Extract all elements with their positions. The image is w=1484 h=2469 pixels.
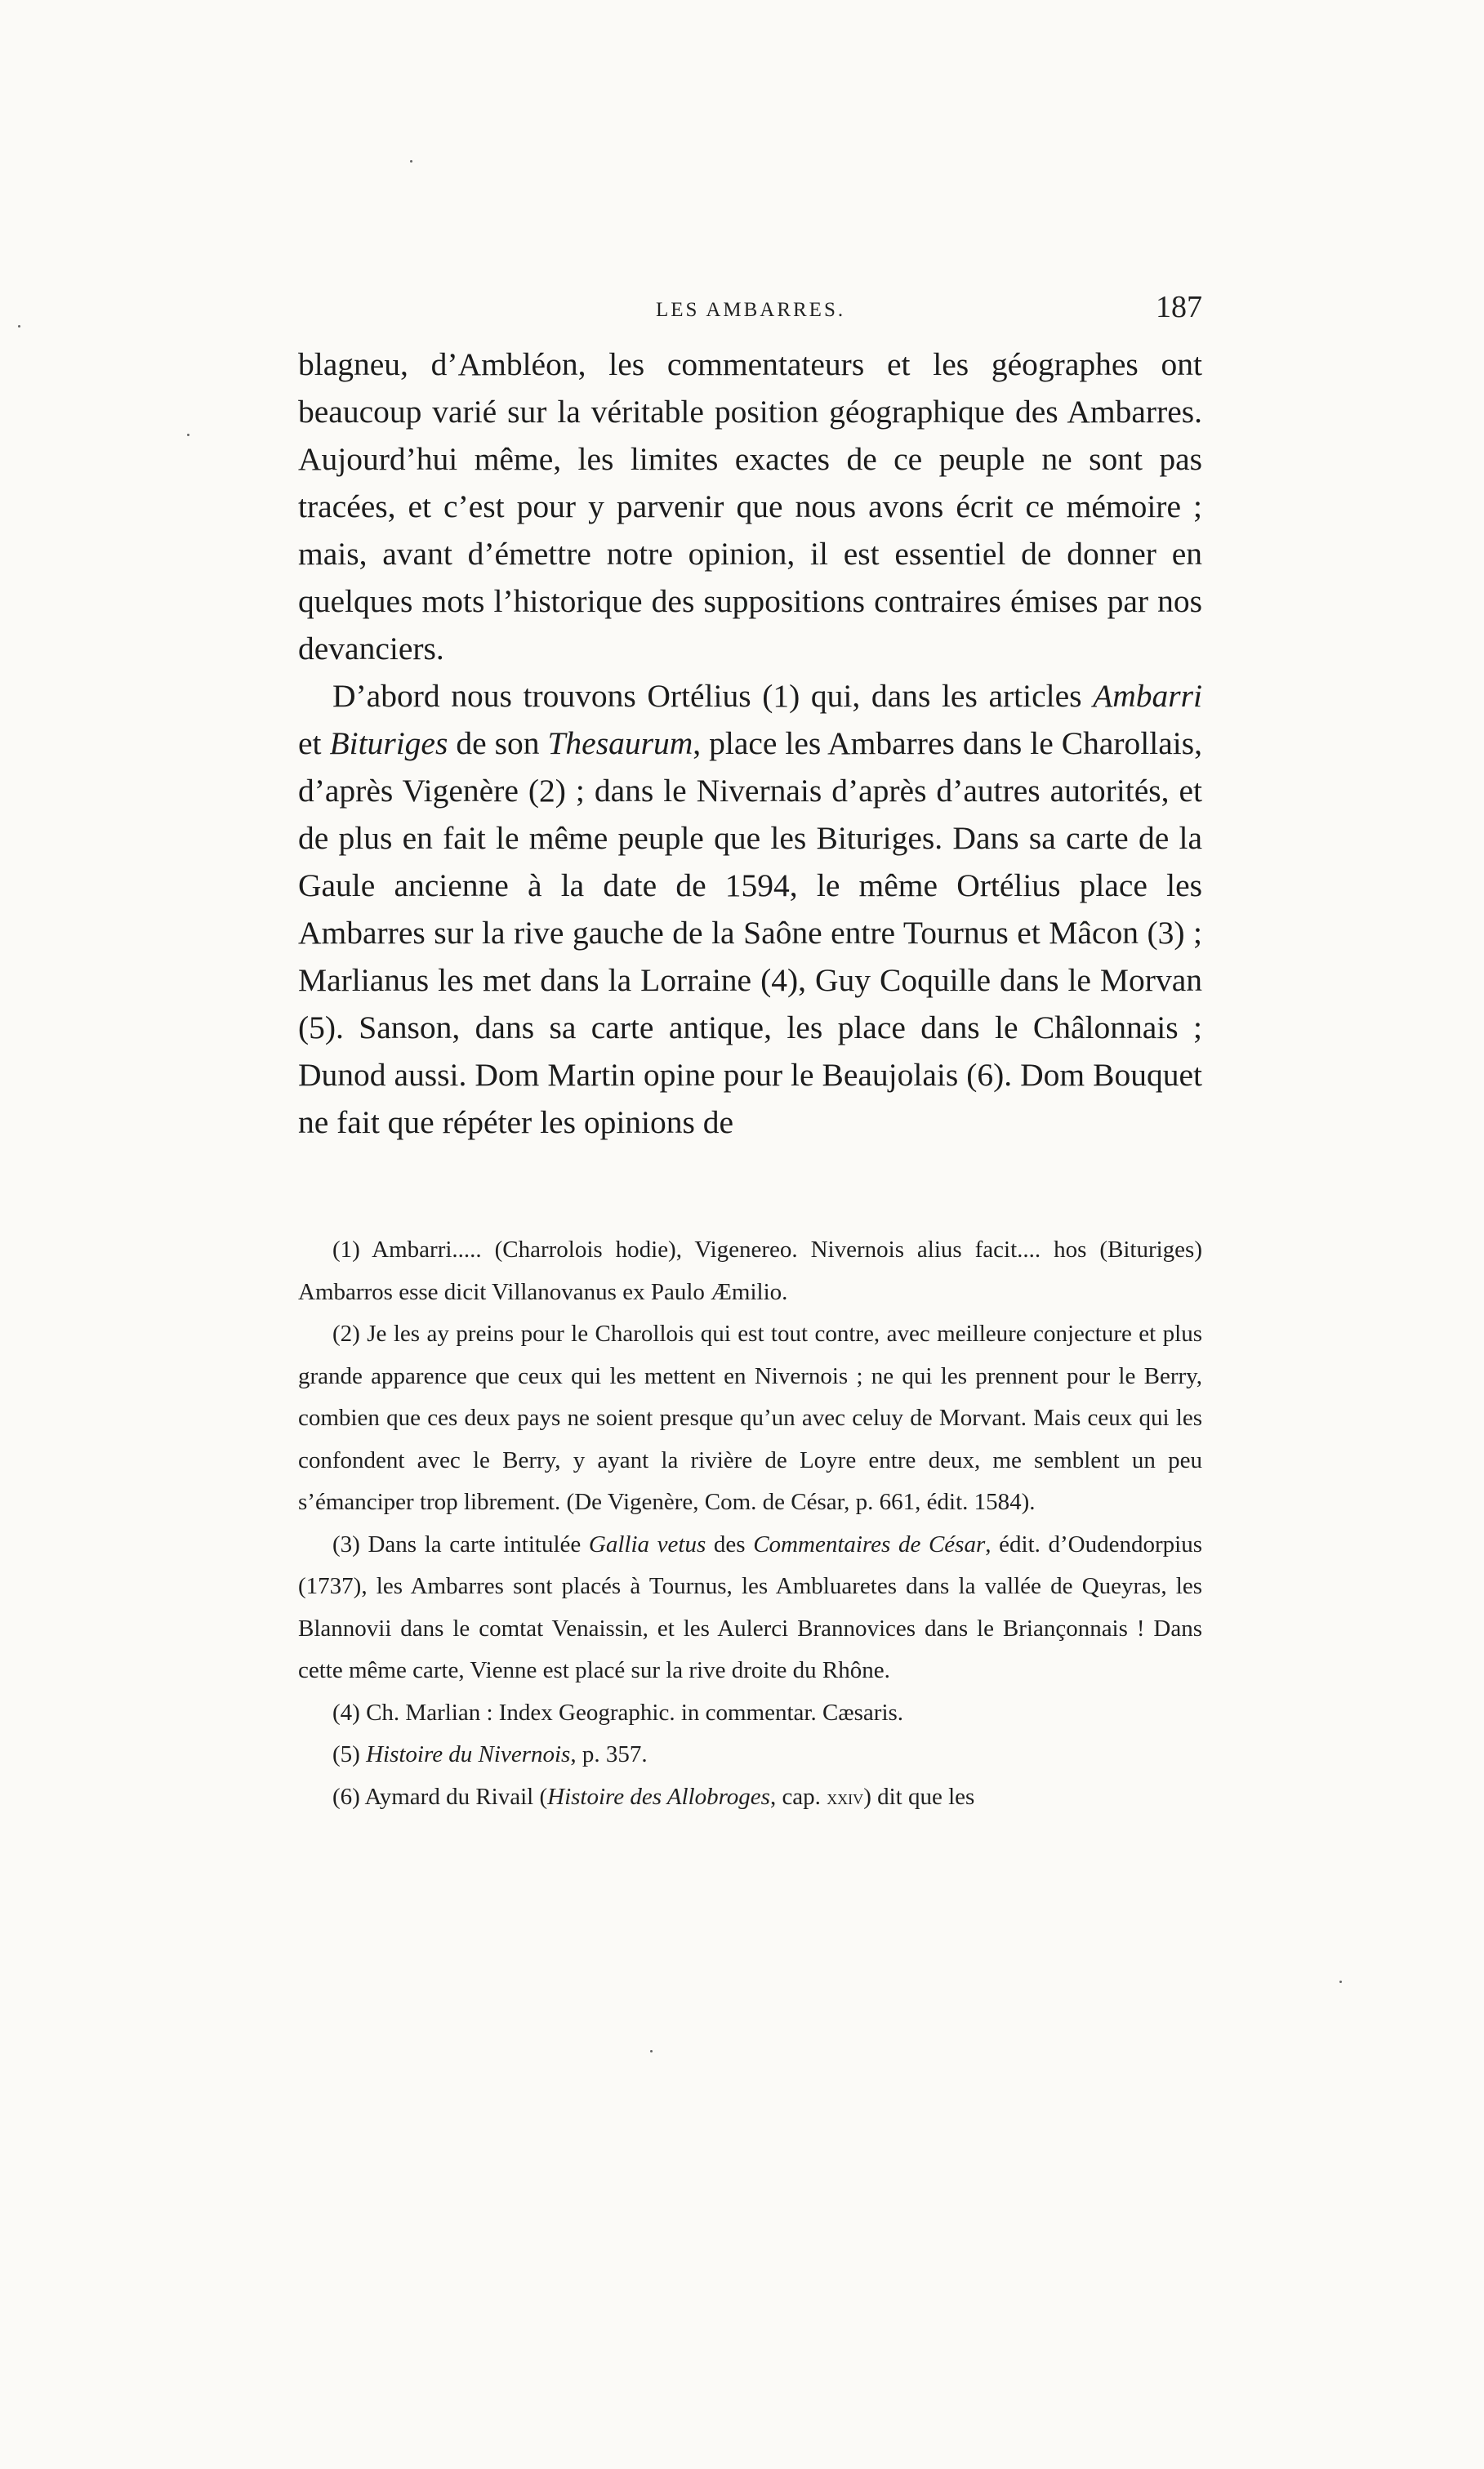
paper-speck	[650, 2050, 653, 2052]
text-run: , place les Ambarres dans le Charollais, d’après Vigenère (2) ; dans le Nivernais d’après d’autres autorités, et de plus en fait le même peuple que les Bituriges. Dans sa carte de la Gaule ancienne à la date de 1594, le même Ortélius place les Ambarres sur la rive gauche de la Saône entre Tournus et Mâcon (3) ; Marlianus les met dans la Lorraine (4), Guy Coquille dans le Morvan (5). Sanson, dans sa carte antique, les place dans le Châlonnais ; Dunod aussi. Dom Martin opine pour le Beaujolais (6). Dom Bouquet ne fait que répéter les opinions de	[298, 725, 1202, 1140]
footnote-4	[298, 1692, 1202, 1735]
text-run: Bituriges	[329, 725, 448, 761]
paper-speck	[187, 434, 189, 436]
footnote-2	[298, 1313, 1202, 1524]
running-title: LES AMBARRES.	[656, 299, 846, 321]
text-run: , édit. d’Oudendorpius (1737), les Ambarres sont placés à Tournus, les Ambluaretes dans la vallée de Queyras, les Blannovii dans le comtat Venaissin, et les Aulerci Brannovices dans le Briançonnais ! Dans cette même carte, Vienne est placé sur la rive droite du Rhône.	[298, 1531, 1202, 1683]
text-run: ) dit que les	[863, 1783, 975, 1810]
text-run: de son	[448, 725, 548, 761]
text-run: (4) Ch. Marlian : Index Geographic. in commentar. Cæsaris.	[332, 1699, 904, 1726]
text-run: D’abord nous trouvons Ortélius (1) qui, dans les articles	[332, 678, 1094, 714]
paragraph-2	[298, 672, 1202, 1146]
footnote-5	[298, 1734, 1202, 1776]
text-run: (1) Ambarri..... (Charrolois hodie), Vigenereo. Nivernois alius facit.... hos (Bituriges) Ambarros esse dicit Villanovanus ex Paulo Æmilio.	[298, 1237, 1202, 1305]
text-run: , cap.	[769, 1783, 827, 1810]
footnotes	[298, 1229, 1202, 1818]
text-run: (3) Dans la carte intitulée	[332, 1531, 589, 1558]
paper-speck	[1339, 1981, 1342, 1983]
text-run: Thesaurum	[547, 725, 693, 761]
footnote-3	[298, 1524, 1202, 1692]
text-run: Commentaires de César	[753, 1531, 986, 1558]
page-number: 187	[1156, 290, 1202, 324]
text-run: Gallia vetus	[588, 1531, 706, 1558]
text-run: (5)	[332, 1741, 367, 1767]
text-run: Ambarri	[1093, 678, 1202, 714]
text-run: xxiv	[827, 1785, 864, 1809]
footnote-6	[298, 1776, 1202, 1819]
page-header	[298, 289, 1202, 335]
text-run: (6) Aymard du Rivail (	[332, 1783, 548, 1810]
paragraph-1: blagneu, d’Ambléon, les commentateurs et les géographes ont beaucoup varié sur la véritable position géographique des Ambarres. Aujourd’hui même, les limites exactes de ce peuple ne sont pas tracées, et c’est pour y parvenir que nous avons écrit ce mémoire ; mais, avant d’émettre notre opinion, il est essentiel de donner en quelques mots l’historique des suppositions contraires émises par nos devanciers.	[298, 346, 1202, 666]
paper-speck	[18, 325, 20, 328]
text-run: Histoire du Nivernois	[366, 1741, 571, 1767]
footnote-1	[298, 1229, 1202, 1313]
text-run: , p. 357.	[570, 1741, 648, 1767]
text-run: (2) Je les ay preins pour le Charollois qui est tout contre, avec meilleure conjecture et plus grande apparence que ceux qui les mettent en Nivernois ; ne qui les prennent pour le Berry, combien que ces deux pays ne soient presque qu’un avec celuy de Morvant. Mais ceux qui les confondent avec le Berry, y ayant la rivière de Loyre entre deux, me semblent un peu s’émanciper trop librement. (De Vigenère, Com. de César, p. 661, édit. 1584).	[298, 1321, 1202, 1515]
text-run: et	[298, 725, 330, 761]
main-text	[298, 341, 1202, 1146]
paper-speck	[410, 160, 412, 163]
text-run: Histoire des Allobroges	[547, 1783, 770, 1810]
text-run: des	[706, 1531, 754, 1558]
